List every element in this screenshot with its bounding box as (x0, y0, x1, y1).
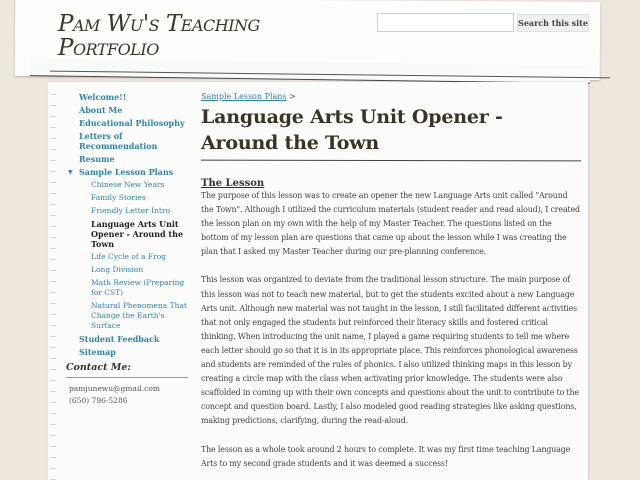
contact-phone: (650) 796-5286 (69, 396, 128, 405)
nav-subitem-family-stories[interactable]: Family Stories (91, 193, 146, 202)
nav-subitem-language-arts-unit-opener[interactable]: Language Arts Unit Opener - Around the Town (91, 219, 184, 249)
nav-item-sitemap[interactable]: Sitemap (79, 347, 116, 357)
breadcrumb-separator: > (289, 92, 296, 101)
breadcrumb (201, 92, 581, 101)
nav-subitem-long-division[interactable]: Long Division (91, 265, 144, 274)
contact-info (66, 383, 191, 407)
nav-subitem-chinese-new-years[interactable]: Chinese New Years (91, 180, 165, 189)
site-title[interactable]: Pam Wu's Teaching Portfolio (58, 11, 260, 61)
nav-item-student-feedback[interactable]: Student Feedback (79, 334, 160, 344)
nav-item-about-me[interactable]: About Me (79, 105, 123, 115)
paragraph: The purpose of this lesson was to create an opener the new Language Arts unit called "Around the Town". Although I utilized the curriculum materials (student reader and read aloud), I created the lesson plan on my own with the help of my Master Teacher. The questions listed on the bottom of my lesson plan are questions that came up about the lesson while I was creating the plan that I asked my Master Teacher during our pre-planning conference. (201, 191, 580, 257)
nav-subitem-natural-phenomena[interactable]: Natural Phenomena That Change the Earth's Surface (91, 301, 187, 330)
contact-heading: Contact Me: (66, 362, 188, 378)
nav-subitem-math-review[interactable]: Math Review (Preparing for CST) (91, 278, 185, 297)
nav-subitem-friendly-letter-intro[interactable]: Friendly Letter Intro (91, 206, 171, 215)
search-button[interactable]: Search this site (517, 14, 589, 32)
paragraph: The lesson as a whole took around 2 hours to complete. It was my first time teaching Language Arts to my second grade students and it was deemed a success! (201, 444, 571, 468)
paragraph: This lesson was organized to deviate from the traditional lesson structure. The main purpose of this lesson was not to teach new material, but to get the students excited about a new Language Arts unit. Although new material was not taught in the lesson, I still facilitated different activities that not only engaged the students but reinforced their literacy skills and fostered critical thinking. When introducing the unit name, I played a game requiring students to tell me where each letter should go so that it is in its appropriate place. This reinforces phonological awareness and students are reminded of the rules of phonics. I also utilized thinking maps in this lesson by creating a circle map with the class when activating prior knowledge. The students were also scaffolded in coming up with their own concepts and questions about the unit to contribute to the concept and question board. Lastly, I also modeled good reading strategies like asking questions, making predictions, clarifying, during the read-aloud. (201, 275, 579, 426)
sidebar (66, 92, 191, 407)
nav-item-welcome[interactable]: Welcome!! (79, 92, 127, 102)
nav-item-letters-of-recommendation[interactable]: Letters of Recommendation (79, 131, 158, 151)
nav-item-label: Sample Lesson Plans (79, 167, 174, 177)
nav-subitem-life-cycle-of-a-frog[interactable]: Life Cycle of a Frog (91, 252, 167, 261)
main-content (201, 92, 581, 471)
breadcrumb-link-sample-lesson-plans[interactable]: Sample Lesson Plans (201, 92, 287, 101)
expand-triangle-icon[interactable]: ▼ (68, 169, 73, 176)
nav-item-educational-philosophy[interactable]: Educational Philosophy (79, 118, 185, 128)
title-divider (201, 160, 581, 162)
contact-email: pamjunewu@gmail.com (69, 384, 160, 393)
nav-item-resume[interactable]: Resume (79, 154, 115, 164)
search-input[interactable] (377, 13, 514, 32)
page-title: Language Arts Unit Opener - Around the Town (201, 106, 503, 154)
nav-item-sample-lesson-plans[interactable] (66, 167, 191, 177)
paper-edge-decoration (50, 86, 56, 480)
section-title: The Lesson (201, 178, 265, 189)
